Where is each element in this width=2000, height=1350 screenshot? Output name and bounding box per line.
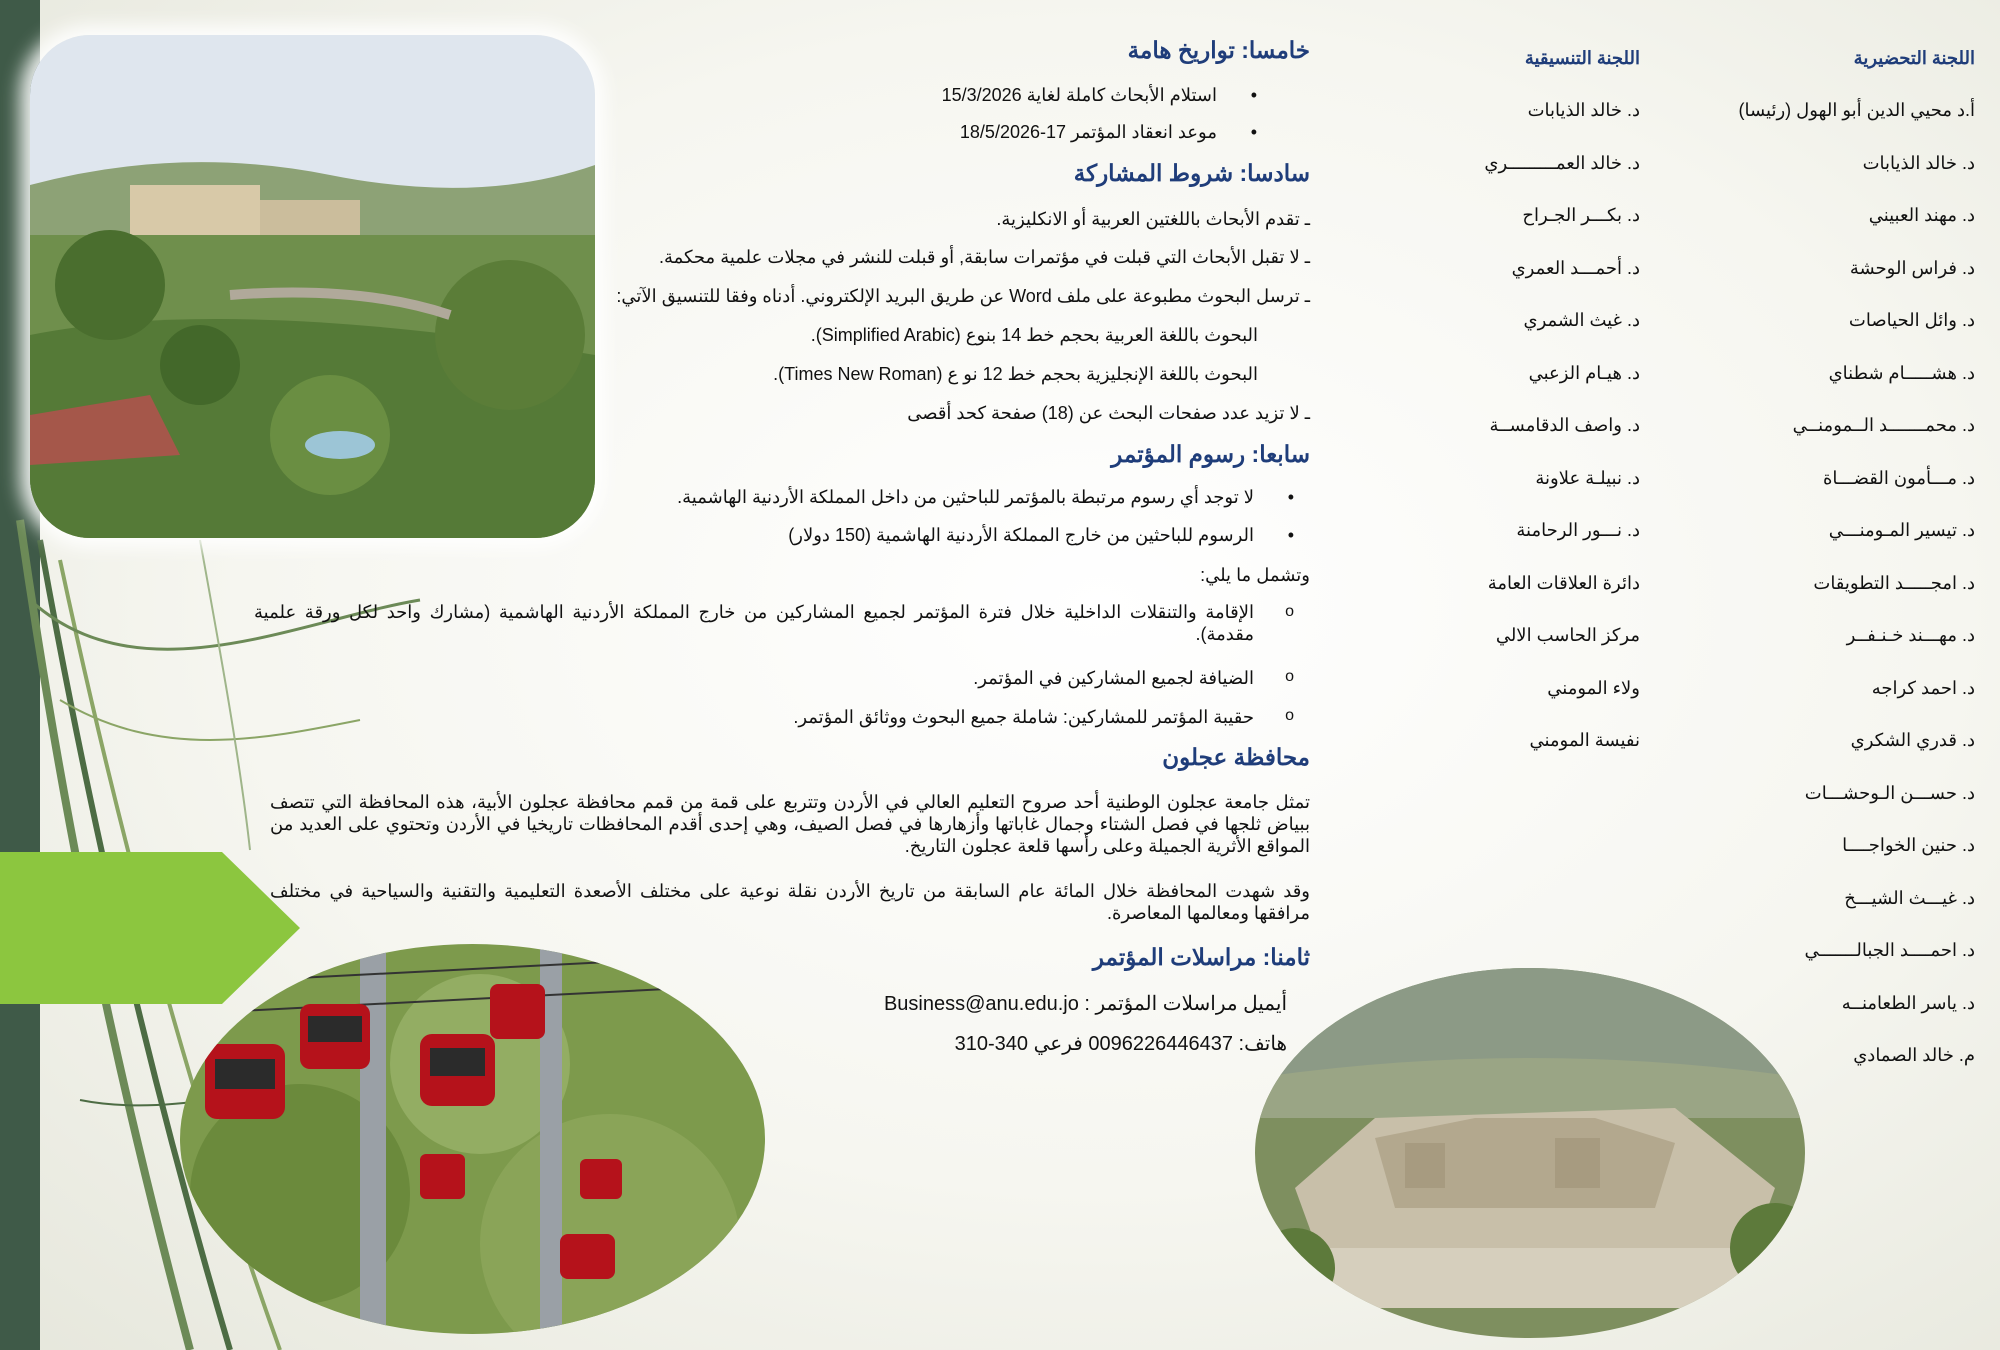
committee-member: د. محمـــــــد الــمومنــي: [1792, 415, 1975, 435]
conditions-item: البحوث باللغة العربية بحجم خط 14 بنوع (Simplified Arabic).: [810, 325, 1258, 345]
committee-member: د. بكـــر الجـراح: [1522, 205, 1640, 225]
committee-member: د. احمد كراجه: [1871, 677, 1975, 698]
participation-conditions-title: سادسا: شروط المشاركة: [1073, 160, 1310, 186]
conditions-item: ـ تقدم الأبحاث باللغتين العربية أو الانكليزية.: [996, 209, 1310, 229]
committee-member: د. غيث الشمري: [1523, 310, 1640, 330]
committee-member: د. غيـــث الشيـــخ: [1844, 887, 1975, 908]
committee-member: د. مـــأمون القضـــاة: [1822, 467, 1975, 488]
committee-member: د. أحمـــد العمري: [1511, 257, 1640, 278]
coordination-committee-title: اللجنة التنسيقية: [1524, 48, 1640, 68]
committee-member: د. خالد الذيابات: [1527, 100, 1640, 120]
committee-member: د. نبيلـة علاونة: [1535, 467, 1640, 488]
university-campus-photo: [30, 35, 595, 538]
conditions-item: ـ لا تقبل الأبحاث التي قبلت في مؤتمرات سابقة, أو قبلت للنشر في مجلات علمية محكمة.: [658, 247, 1310, 267]
fees-include-item: o الإقامة والتنقلات الداخلية خلال فترة المؤتمر لجميع المشاركين من خارج المملكة الأردنية الهاشمية (مشارك واحد لكل ورقة علمية مقدمة).: [254, 601, 1254, 645]
committee-member: د. فراس الوحشة: [1849, 257, 1975, 278]
committee-member: د. مهند العبيني: [1868, 205, 1975, 225]
conditions-item: ـ لا تزيد عدد صفحات البحث عن (18) صفحة كحد أقصى: [907, 403, 1310, 423]
committee-member: م. خالد الصمادي: [1853, 1045, 1975, 1065]
committee-member: نفيسة المومني: [1529, 730, 1640, 750]
committee-member: د. نـــور الرحامنة: [1516, 520, 1640, 540]
committee-member: د. خالد الذيابات: [1862, 152, 1975, 173]
fees-bullet: • الرسوم للباحثين من خارج المملكة الأردنية الهاشمية (150 دولار): [788, 525, 1254, 546]
committee-member: د. هشـــــام شطناي: [1828, 362, 1975, 383]
committee-member: د. ياسر الطعامنــه: [1841, 992, 1975, 1013]
committee-member: د. واصف الدقامســة: [1489, 415, 1640, 435]
important-dates-title: خامسا: تواريخ هامة: [1127, 37, 1310, 63]
committee-member: د. احمــــد الجبالـــــــي: [1804, 940, 1975, 960]
cable-car-photo: [180, 944, 765, 1334]
conference-contact-title: ثامنا: مراسلات المؤتمر: [1092, 944, 1310, 970]
committee-member: د. تيسير المـومنـــي: [1828, 520, 1975, 540]
committee-member: د. قدري الشكري: [1850, 730, 1975, 750]
committee-member: د. هيـام الزعبي: [1528, 362, 1640, 383]
committee-member: د. امجـــــد التطويقات: [1813, 572, 1975, 593]
fees-include-item: o حقيبة المؤتمر للمشاركين: شاملة جميع البحوث ووثائق المؤتمر.: [793, 707, 1254, 728]
fees-includes-label: وتشمل ما يلي:: [1200, 565, 1310, 585]
dates-item: • موعد انعقاد المؤتمر 17-18/5/2026: [960, 122, 1217, 143]
committee-member: د. وائل الحياصات: [1848, 310, 1975, 330]
conference-fees-title: سابعا: رسوم المؤتمر: [1111, 441, 1310, 467]
ajloun-paragraph: تمثل جامعة عجلون الوطنية أحد صروح التعليم العالي في الأردن وتتربع على قمة من قمم محافظة عجلون الأبية، هذه المحافظة التي تتصف ببياض ثلجها في فصل الشتاء وجمال غاباتها وأزهارها في فصل الصيف، وهي إحدى أقدم المحافظات تاريخيا في الأردن وتحتوي على العديد من المواقع الأثرية الجميلة وعلى رأسها قلعة عجلون التاريخ.: [270, 792, 1310, 856]
contact-phone: هاتف: 0096226446437 فرعي 340-310: [954, 1033, 1287, 1055]
committee-member: د. حســـن الـوحشـــات: [1804, 782, 1975, 803]
committee-member: د. حنين الخواجــــا: [1842, 835, 1975, 855]
committee-member: دائرة العلاقات العامة: [1487, 572, 1640, 593]
ajloun-paragraph: وقد شهدت المحافظة خلال المائة عام السابقة من تاريخ الأردن نقلة نوعية على مختلف الأصعدة التعليمية والتقنية والسياحية في مختلف مرافقها ومعالمها المعاصرة.: [270, 881, 1310, 923]
fees-include-item: o الضيافة لجميع المشاركين في المؤتمر.: [973, 668, 1254, 689]
committee-member: مركز الحاسب الالي: [1495, 625, 1640, 645]
ajloun-governorate-title: محافظة عجلون: [1162, 744, 1310, 770]
ajloun-castle-photo: [1255, 968, 1805, 1338]
conditions-item: ـ ترسل البحوث مطبوعة على ملف Word عن طريق البريد الإلكتروني. أدناه وفقا للتنسيق الآتي:: [616, 286, 1310, 306]
dates-item: • استلام الأبحاث كاملة لغاية 15/3/2026: [942, 85, 1217, 106]
fees-bullet: • لا توجد أي رسوم مرتبطة بالمؤتمر للباحثين من داخل المملكة الأردنية الهاشمية.: [677, 487, 1254, 508]
conditions-item: البحوث باللغة الإنجليزية بحجم خط 12 نو ع (Times New Roman).: [773, 364, 1258, 384]
committee-member: ولاء المومني: [1547, 677, 1640, 698]
committee-member: د. خالد العمـــــــــري: [1484, 152, 1640, 173]
committee-member: د. مهـــند خـنـفــر: [1846, 625, 1975, 645]
preparatory-committee-title: اللجنة التحضيرية: [1853, 48, 1975, 68]
contact-email: أيميل مراسلات المؤتمر : Business@anu.edu.jo: [883, 993, 1287, 1015]
committee-member: أ.د محيي الدين أبو الهول (رئيسا): [1738, 100, 1975, 120]
